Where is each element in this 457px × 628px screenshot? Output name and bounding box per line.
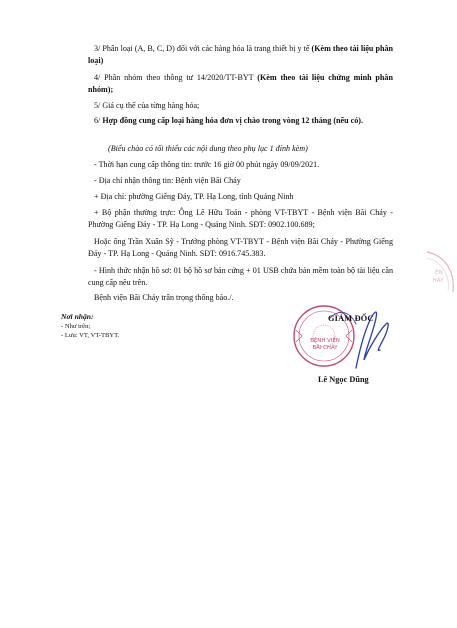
address-line: + Địa chỉ: phường Giếng Đáy, TP. Hạ Long, tỉnh Quảng Ninh	[94, 192, 294, 201]
partial-seal-text-1: ỆN	[435, 270, 443, 276]
recipient-line-1: - Như trên;	[61, 323, 91, 330]
dept-line: + Bộ phận thường trực: Ông Lê Hữu Toán - phòng VT-TBYT - Bệnh viện Bãi Cháy - Phường Giếng Đáy - TP. Hạ Long - Quảng Ninh. SĐT: 0902.100.689;	[88, 208, 393, 229]
stamp-text-line-1: BỆNH VIỆN	[310, 338, 340, 344]
item-5-text: Giá cụ thể của từng hàng hóa;	[100, 101, 200, 110]
alt-contact-line: Hoặc ông Trần Xuân Sỹ - Trưởng phòng VT-TBYT - Bệnh viện Bãi Cháy - Phường Giếng Đáy - TP. Hạ Long - Quảng Ninh. SĐT: 0916.745.383.	[88, 237, 393, 258]
deadline-line: - Thời hạn cung cấp thông tin: trước 16 giờ 00 phút ngày 09/09/2021.	[94, 160, 320, 169]
item-3-text: Phân loại (A, B, C, D) đối với các hàng hóa là trang thiết bị y tế	[100, 44, 312, 53]
item-3-bold: (Kèm theo tài liệu phân loại)	[88, 44, 394, 65]
signature-block	[290, 278, 430, 398]
item-6-number: 6/	[94, 116, 101, 125]
closing-line: Bệnh viện Bãi Cháy trân trọng thông báo./.	[94, 293, 234, 302]
item-4	[88, 72, 393, 95]
item-6-bold: Hợp đồng cung cấp loại hàng hóa đơn vị chào trong vòng 12 tháng (nếu có).	[100, 116, 363, 125]
signer-title: GIÁM ĐỐC	[328, 314, 374, 323]
template-note: (Biểu chào có tối thiểu các nội dung theo phụ lục 1 đính kèm)	[108, 144, 308, 153]
recipient-line-2: - Lưu: VT, VT-TBYT.	[61, 332, 120, 339]
item-4-text: Phân nhóm theo thông tư 14/2020/TT-BYT	[100, 73, 258, 82]
receive-address-line: - Địa chỉ nhận thông tin: Bệnh viện Bãi Cháy	[94, 176, 241, 185]
submission-line: - Hình thức nhận hồ sơ: 01 bộ hồ sơ bản cứng + 01 USB chứa bản mềm toàn bộ tài liệu cần cung cấp nêu trên.	[88, 266, 393, 287]
item-5-number: 5/	[94, 101, 101, 110]
signer-name: Lê Ngọc Dũng	[318, 375, 369, 384]
recipients-title: Nơi nhận:	[61, 312, 94, 321]
partial-seal-text-2: HÁY	[432, 278, 444, 284]
item-4-number: 4/	[94, 73, 101, 82]
item-3	[88, 43, 393, 66]
item-6	[88, 115, 393, 127]
item-4-bold: (Kèm theo tài liệu chứng minh phân nhóm);	[88, 73, 393, 94]
item-5	[94, 100, 394, 112]
item-3-number: 3/	[94, 44, 101, 53]
stamp-text-line-2: BÃI CHÁY	[312, 345, 338, 351]
